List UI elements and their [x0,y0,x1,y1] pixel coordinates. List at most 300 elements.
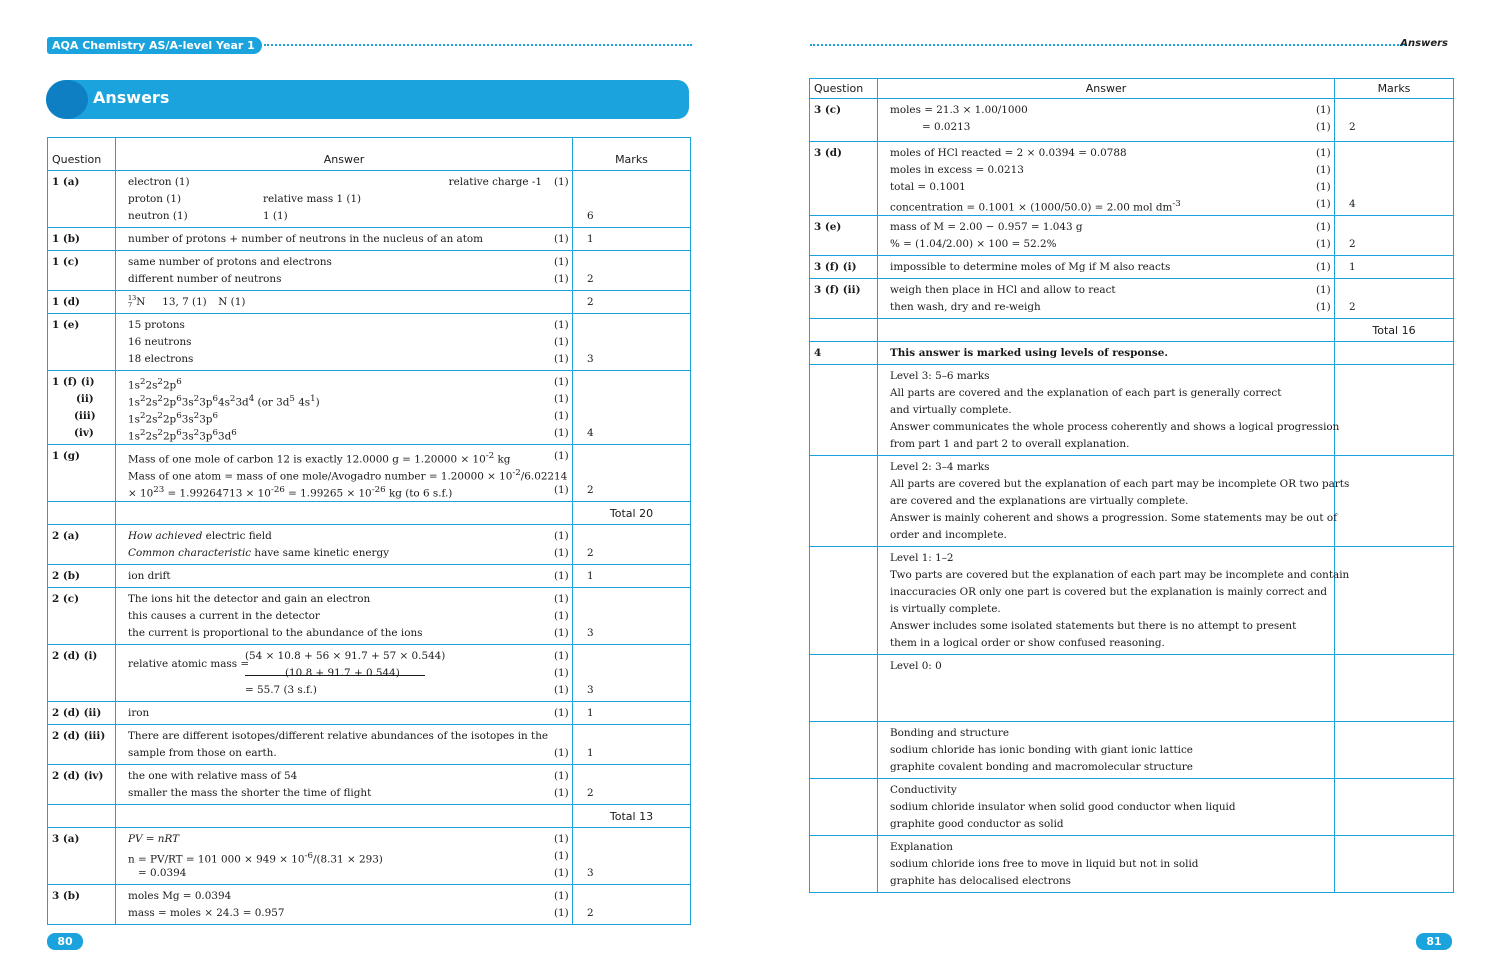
question-cell-empty [810,836,878,893]
answer-text: electron (1) [128,176,190,188]
mark-value: (1) [1316,121,1331,133]
page-title: Answers [93,88,170,107]
total-row [810,319,1454,342]
answer-text: graphite good conductor as solid [890,818,1064,830]
answer-cell [116,445,573,502]
question-number: 1 (c) [48,251,116,291]
answer-text: = 1.99265 × 10 [284,487,372,499]
answer-text: different number of neutrons [128,273,282,285]
answers-table-right [809,78,1454,893]
answer-text: = 1.99264713 × 10 [164,487,271,499]
question-cell-empty [810,779,878,836]
marks-total: 1 [587,747,594,759]
table-row [810,279,1454,319]
electron-config-i: $1s^22s^22p^6$ [128,377,182,391]
marks-cell [573,588,691,645]
fraction-numerator: (54 × 10.8 + 56 × 91.7 + 57 × 0.544) [245,650,446,662]
table-row [48,588,691,645]
answer-text: Mass of one atom = mass of one mole/Avogadro number = 1.20000 × 10 [128,470,513,482]
electron-config-ii: $1s^22s^22p^63s^23p^64s^23d^4$ (or $3d^5$ $4s^1$) [128,394,320,408]
marks-total: 1 [587,707,594,719]
answer-cell [116,645,573,702]
answer-text: mass of M = 2.00 − 0.957 = 1.043 g [890,221,1083,233]
question-number: 3 (a) [48,828,116,885]
table-row [810,836,1454,893]
marks-total: 2 [587,907,594,919]
marks-cell [573,765,691,805]
question-part: (ii) [76,393,94,405]
answer-text: them in a logical order or show confused reasoning. [890,637,1165,649]
mark-value: (1) [554,907,569,919]
indicative-content-conductivity [878,779,1335,836]
exponent: -26 [371,485,386,495]
answer-label: relative atomic mass = [128,658,250,670]
mark-value: (1) [1316,284,1331,296]
table-row [48,725,691,765]
answer-text: = 0.0213 [922,121,971,133]
indicative-content-bonding [878,722,1335,779]
answer-text: graphite has delocalised electrons [890,875,1071,887]
column-header-question: Question [48,138,116,171]
answer-text: moles Mg = 0.0394 [128,890,232,902]
marks-cell [1335,279,1454,319]
answer-text: n = PV/RT = 101 000 × 949 × 10 [128,853,305,865]
answer-text: neutron (1) [128,210,188,222]
mark-value: (1) [554,410,569,422]
question-part: 1 (f) (i) [52,376,95,388]
table-header-row [810,79,1454,99]
answer-cell [878,216,1335,256]
answer-text: order and incomplete. [890,529,1007,541]
question-cell-empty [810,655,878,722]
mark-value: (1) [1316,301,1331,313]
answer-text: 18 electrons [128,353,194,365]
mark-value: (1) [554,593,569,605]
mark-value: (1) [554,867,569,879]
answer-text: Answer communicates the whole process coherently and shows a logical progression [890,421,1340,433]
marks-cell [1335,836,1454,893]
atomic-number: 7 [128,301,133,309]
total-row [48,502,691,525]
answer-text: Mass of one mole of carbon 12 is exactly 12.0000 g = 1.20000 × 10 [128,453,486,465]
mark-value: (1) [554,427,569,439]
content-heading: Bonding and structure [890,727,1010,739]
mark-value: (1) [554,667,569,679]
level-heading: Level 2: 3–4 marks [890,461,990,473]
answer-text: ion drift [128,570,171,582]
marks-total: 1 [587,570,594,582]
answer-text: are covered and the explanations are virtually complete. [890,495,1189,507]
mark-value: (1) [554,707,569,719]
marks-cell [1335,342,1454,365]
table-row [810,216,1454,256]
mark-value: (1) [554,353,569,365]
marks-cell [573,525,691,565]
table-row [48,828,691,885]
mark-value: (1) [554,787,569,799]
question-number: 1 (d) [48,291,116,314]
answer-text: impossible to determine moles of Mg if M also reacts [890,261,1171,273]
question-cell-empty [810,547,878,655]
marks-total: 1 [1349,261,1356,273]
table-row [810,456,1454,547]
answer-cell [116,725,573,765]
marks-total: 2 [587,296,594,308]
marks-total: 3 [587,627,594,639]
answer-text: weigh then place in HCl and allow to react [890,284,1116,296]
table-row [48,251,691,291]
total-value: Total 20 [573,502,691,525]
page-number-right: 81 [1416,933,1452,950]
marks-cell [1335,99,1454,142]
question-number: 3 (c) [810,99,878,142]
answer-text: kg [494,453,511,465]
column-header-answer: Answer [116,138,573,171]
question-number: 1 (e) [48,314,116,371]
marks-total: 6 [587,210,594,222]
mark-value: (1) [554,770,569,782]
question-part: (iv) [74,427,94,439]
answer-text: smaller the mass the shorter the time of flight [128,787,372,799]
marks-cell [1335,256,1454,279]
question-number: 4 [810,342,878,365]
marks-cell [1335,216,1454,256]
marks-cell [1335,547,1454,655]
mark-value: (1) [554,336,569,348]
marks-total: 2 [1349,121,1356,133]
answer-text: = 55.7 (3 s.f.) [245,684,317,696]
answer-text: moles of HCl reacted = 2 × 0.0394 = 0.0788 [890,147,1127,159]
answer-text: sodium chloride has ionic bonding with giant ionic lattice [890,744,1193,756]
marks-total: 2 [587,484,594,496]
answer-cell [116,291,573,314]
marks-cell [573,565,691,588]
table-row [48,702,691,725]
question-number: 2 (d) (ii) [48,702,116,725]
total-row [48,805,691,828]
mark-value: (1) [554,256,569,268]
mark-value: (1) [554,890,569,902]
table-row [48,765,691,805]
answer-text: sodium chloride ions free to move in liquid but not in solid [890,858,1199,870]
marks-cell [1335,779,1454,836]
table-row [48,565,691,588]
question-number: 2 (c) [48,588,116,645]
marks-total: 3 [587,684,594,696]
level-1-descriptor [878,547,1350,655]
book-title: AQA Chemistry AS/A-level Year 1 [47,37,262,54]
mark-value: (1) [554,376,569,388]
table-row [810,142,1454,216]
answer-text: the one with relative mass of 54 [128,770,298,782]
marks-total: 4 [1349,198,1356,210]
running-head: Answers [1400,38,1448,49]
exponent: 23 [153,485,165,495]
answer-text: electric field [202,530,272,542]
answer-text: 15 protons [128,319,185,331]
answer-text: moles = 21.3 × 1.00/1000 [890,104,1028,116]
table-row [48,171,691,228]
header-rule-left [264,44,692,46]
question-number: 3 (f) (ii) [810,279,878,319]
answer-text: kg (to 6 s.f.) [385,487,453,499]
level-heading: Level 0: 0 [890,660,942,672]
question-number: 3 (e) [810,216,878,256]
total-value: Total 13 [573,805,691,828]
marks-total: 2 [587,547,594,559]
mark-value: (1) [554,319,569,331]
question-number: 2 (d) (iv) [48,765,116,805]
marks-cell [573,828,691,885]
answer-text: sodium chloride insulator when solid good conductor when liquid [890,801,1236,813]
question-number: 2 (d) (iii) [48,725,116,765]
fraction-denominator: (10.8 + 91.7 + 0.544) [285,667,400,679]
mark-value: (1) [554,176,569,188]
question-cell-empty [810,456,878,547]
answer-text: /(8.31 × 293) [312,853,383,865]
marks-cell [573,445,691,502]
total-value: Total 16 [1335,319,1454,342]
table-row [48,371,691,445]
question-number: 2 (a) [48,525,116,565]
marks-cell [573,371,691,445]
answer-cell [878,142,1335,216]
electron-config-iii: $1s^22s^22p^63s^23p^6$ [128,411,218,425]
answer-cell [878,99,1335,142]
answer-cell [116,525,573,565]
question-number: 2 (d) (i) [48,645,116,702]
question-number: 1 (b) [48,228,116,251]
content-heading: Conductivity [890,784,957,796]
page-number-left: 80 [47,933,83,950]
answers-table-left [47,137,691,925]
indicative-content-explanation [878,836,1335,893]
marks-cell [573,291,691,314]
table-row [810,99,1454,142]
question-number: 3 (b) [48,885,116,925]
exponent: -3 [1172,199,1181,209]
question-number: 2 (b) [48,565,116,588]
question-cell-empty [810,365,878,456]
answer-text: 1 (1) [263,210,288,222]
answer-cell [878,256,1335,279]
mark-value: (1) [554,233,569,245]
mark-value: (1) [554,833,569,845]
column-header-marks: Marks [1335,79,1454,99]
question-number [48,371,116,445]
answer-text: inaccuracies OR only one part is covered but the explanation is mainly correct and [890,586,1328,598]
marks-cell [573,725,691,765]
column-header-marks: Marks [573,138,691,171]
header-rule-right [810,44,1406,46]
mark-value: (1) [1316,221,1331,233]
mark-value: (1) [554,747,569,759]
mass-number: 13 [128,294,137,302]
answer-text: iron [128,707,150,719]
level-0-descriptor [878,655,1335,722]
mark-value: (1) [1316,147,1331,159]
question-number: 3 (d) [810,142,878,216]
answer-text: 16 neutrons [128,336,192,348]
mark-value: (1) [554,530,569,542]
answer-text: This answer is marked using levels of response. [878,342,1335,365]
question-part: (iii) [74,410,96,422]
mark-value: (1) [554,450,569,462]
level-heading: Level 3: 5–6 marks [890,370,990,382]
answer-cell [116,885,573,925]
answer-cell [116,171,573,228]
marks-cell [573,171,691,228]
marks-cell [1335,655,1454,722]
answer-text: number of protons + number of neutrons in the nucleus of an atom [128,233,484,245]
mark-value: (1) [554,547,569,559]
answer-cell [116,702,573,725]
element-symbol: N [136,296,146,308]
answer-text: this causes a current in the detector [128,610,320,622]
table-row [810,256,1454,279]
level-2-descriptor [878,456,1350,547]
column-header-question: Question [810,79,878,99]
mark-value: (1) [554,850,569,862]
mark-value: (1) [554,273,569,285]
marks-cell [573,885,691,925]
marks-cell [573,702,691,725]
mark-value: (1) [1316,164,1331,176]
answer-text: All parts are covered and the explanation of each part is generally correct [890,387,1282,399]
answer-text: and virtually complete. [890,404,1012,416]
marks-total: 3 [587,867,594,879]
marks-total: 2 [1349,301,1356,313]
mark-value: (1) [554,650,569,662]
answer-cell [116,228,573,251]
answer-text: Answer is mainly coherent and shows a progression. Some statements may be out of [890,512,1337,524]
answer-cell [116,371,573,445]
level-heading: Level 1: 1–2 [890,552,954,564]
table-row [810,655,1454,722]
answer-text: % = (1.04/2.00) × 100 = 52.2% [890,238,1057,250]
answer-text: Answer includes some isolated statements but there is no attempt to present [890,620,1297,632]
table-row [810,365,1454,456]
level-3-descriptor [878,365,1340,456]
table-row [48,314,691,371]
marks-total: 2 [587,273,594,285]
table-row [48,525,691,565]
mark-value: (1) [1316,181,1331,193]
answer-cell [878,279,1335,319]
mark-value: (1) [1316,104,1331,116]
column-header-answer: Answer [878,79,1335,99]
exponent: -6 [304,851,313,861]
marks-total: 4 [587,427,594,439]
answer-text: The ions hit the detector and gain an electron [128,593,371,605]
table-row [48,645,691,702]
mark-value: (1) [1316,261,1331,273]
answer-text: have same kinetic energy [251,547,390,559]
marks-cell [573,645,691,702]
answer-cell [116,765,573,805]
answer-text: sample from those on earth. [128,747,277,759]
marks-cell [573,228,691,251]
marks-cell [1335,456,1454,547]
mark-value: (1) [554,570,569,582]
answer-text: concentration = 0.1001 × (1000/50.0) = 2.00 mol dm [890,201,1173,213]
table-row [810,342,1454,365]
answer-text: /6.02214 [520,470,568,482]
answer-text: All parts are covered but the explanation of each part may be incomplete OR two parts [890,478,1350,490]
answer-cell [116,588,573,645]
exponent: -2 [512,468,521,478]
mark-value: (1) [554,393,569,405]
mark-value: (1) [554,610,569,622]
answer-text: total = 0.1001 [890,181,966,193]
answer-heading: How achieved [128,530,203,542]
answer-text: × 10 [128,487,154,499]
marks-cell [1335,142,1454,216]
answer-text: PV = nRT [128,833,180,845]
answer-text: N (1) [218,296,246,308]
answer-cell [116,565,573,588]
answer-text: graphite covalent bonding and macromolecular structure [890,761,1193,773]
answer-cell [116,828,573,885]
answer-text: the current is proportional to the abundance of the ions [128,627,423,639]
question-cell-empty [810,722,878,779]
banner-circle-decoration [46,80,88,119]
electron-config-iv: $1s^22s^22p^63s^23p^63d^6$ [128,428,237,442]
exponent: -26 [270,485,285,495]
table-header-row [48,138,691,171]
answer-text: Two parts are covered but the explanation of each part may be incomplete and contain [890,569,1350,581]
answer-text: mass = moles × 24.3 = 0.957 [128,907,285,919]
answer-text: There are different isotopes/different relative abundances of the isotopes in the [128,730,549,742]
mark-value: (1) [1316,198,1331,210]
answer-text: then wash, dry and re-weigh [890,301,1041,313]
question-number: 1 (g) [48,445,116,502]
mark-value: (1) [554,484,569,496]
answer-text: proton (1) [128,193,182,205]
mark-value: (1) [554,627,569,639]
answer-text: from part 1 and part 2 to overall explanation. [890,438,1130,450]
marks-cell [573,314,691,371]
marks-cell [573,251,691,291]
marks-total: 1 [587,233,594,245]
marks-total: 3 [587,353,594,365]
table-row [810,547,1454,655]
exponent: -2 [485,451,495,461]
table-row [48,291,691,314]
answer-text: = 0.0394 [138,867,187,879]
answer-cell [116,314,573,371]
mark-value: (1) [554,684,569,696]
answer-cell [116,251,573,291]
answer-text: moles in excess = 0.0213 [890,164,1024,176]
answer-text: relative charge -1 [448,176,542,188]
content-heading: Explanation [890,841,953,853]
marks-cell [1335,365,1454,456]
marks-cell [1335,722,1454,779]
mark-value: (1) [1316,238,1331,250]
question-number: 1 (a) [48,171,116,228]
answer-heading: Common characteristic [128,547,252,559]
table-row [810,779,1454,836]
table-row [48,445,691,502]
marks-total: 2 [1349,238,1356,250]
marks-total: 2 [587,787,594,799]
answer-text: relative mass 1 (1) [263,193,362,205]
table-row [48,885,691,925]
answer-text: same number of protons and electrons [128,256,332,268]
answer-text: is virtually complete. [890,603,1001,615]
question-number: 3 (f) (i) [810,256,878,279]
